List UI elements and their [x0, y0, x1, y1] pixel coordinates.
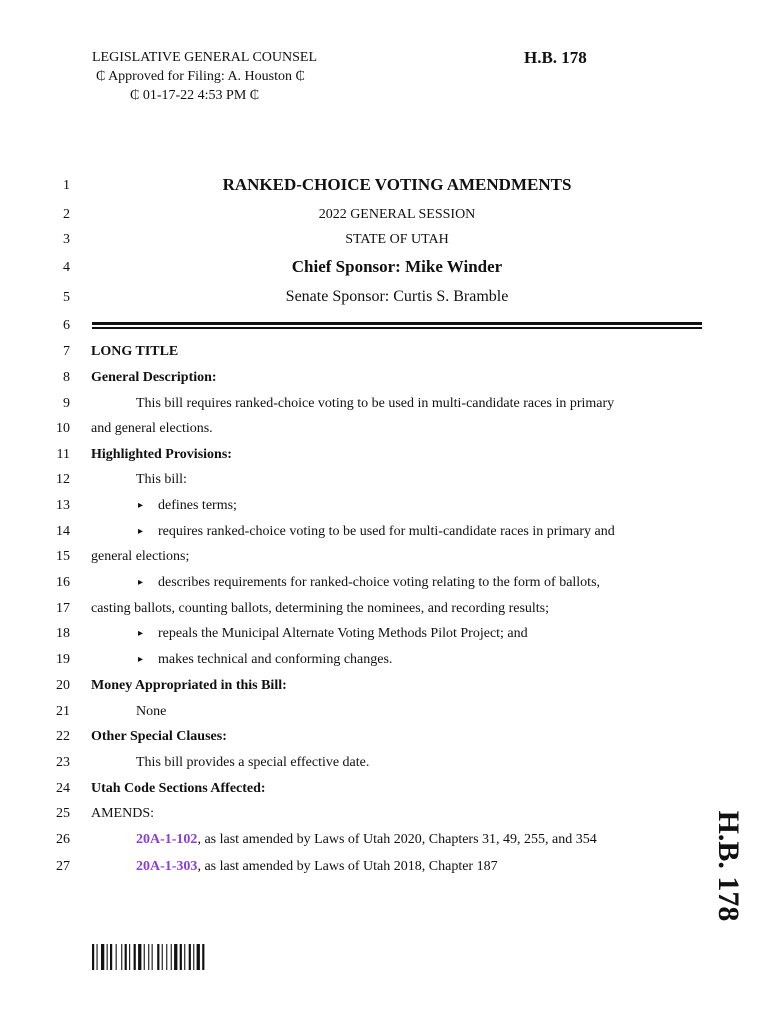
money-appropriated-heading: Money Appropriated in this Bill: [91, 678, 287, 693]
barcode-image [92, 944, 232, 970]
side-bill-label [708, 812, 748, 920]
code-section-entry [136, 832, 597, 848]
approval-stamp: ₵ Approved for Filing: A. Houston ₵ [96, 69, 305, 84]
divider-rule [92, 327, 702, 329]
bill-number: H.B. 178 [524, 48, 587, 67]
session-label: 2022 GENERAL SESSION [318, 207, 476, 222]
provision-item: makes technical and conforming changes. [158, 652, 393, 667]
line-number: 9 [63, 396, 70, 411]
bullet-icon: ▸ [138, 654, 144, 665]
counsel-header: LEGISLATIVE GENERAL COUNSEL [92, 50, 318, 65]
provision-item: defines terms; [158, 498, 237, 513]
code-section-link[interactable]: 20A-1-303 [136, 859, 198, 874]
line-number: 8 [63, 370, 70, 385]
bullet-icon: ▸ [138, 577, 144, 588]
line-number: 4 [63, 260, 70, 275]
line-number: 27 [56, 859, 70, 874]
line-number: 24 [56, 781, 70, 796]
line-number: 19 [56, 652, 70, 667]
provision-item-continued: general elections; [91, 549, 190, 564]
code-section-link[interactable]: 20A-1-102 [136, 832, 198, 847]
long-title-heading: LONG TITLE [91, 344, 179, 359]
code-section-note: , as last amended by Laws of Utah 2020, Chapters 31, 49, 255, and 354 [197, 832, 597, 847]
amends-label: AMENDS: [91, 806, 155, 821]
state-label: STATE OF UTAH [345, 232, 449, 247]
highlighted-provisions-heading: Highlighted Provisions: [91, 447, 232, 462]
line-number: 18 [56, 626, 70, 641]
line-number: 16 [56, 575, 70, 590]
special-clauses-text: This bill provides a special effective date. [136, 755, 370, 770]
line-number: 5 [63, 290, 70, 305]
bullet-icon: ▸ [138, 628, 144, 639]
bullet-icon: ▸ [138, 526, 144, 537]
line-number: 22 [56, 729, 70, 744]
description-text: and general elections. [91, 421, 213, 436]
line-number: 3 [63, 232, 70, 247]
line-number: 17 [56, 601, 70, 616]
provision-item: requires ranked-choice voting to be used for multi-candidate races in primary and [158, 524, 615, 539]
code-sections-heading: Utah Code Sections Affected: [91, 781, 266, 796]
line-number: 6 [63, 318, 70, 333]
line-number: 11 [56, 447, 70, 462]
approval-timestamp: ₵ 01-17-22 4:53 PM ₵ [130, 88, 260, 103]
money-appropriated-value: None [136, 704, 167, 719]
line-number: 21 [56, 704, 70, 719]
code-section-entry [136, 859, 498, 875]
line-number: 13 [56, 498, 70, 513]
line-number: 1 [63, 178, 70, 193]
description-text: This bill requires ranked-choice voting to be used in multi-candidate races in primary [136, 396, 615, 411]
provision-item: describes requirements for ranked-choice voting relating to the form of ballots, [158, 575, 601, 590]
provision-item: repeals the Municipal Alternate Voting Methods Pilot Project; and [158, 626, 528, 641]
bullet-icon: ▸ [138, 500, 144, 511]
line-number: 25 [56, 806, 70, 821]
line-number: 26 [56, 832, 70, 847]
line-number: 15 [56, 549, 70, 564]
bill-title: RANKED-CHOICE VOTING AMENDMENTS [222, 175, 572, 194]
line-number: 10 [56, 421, 70, 436]
provisions-intro: This bill: [136, 472, 187, 487]
line-number: 2 [63, 207, 70, 222]
line-number: 7 [63, 344, 70, 359]
line-number: 23 [56, 755, 70, 770]
code-section-note: , as last amended by Laws of Utah 2018, Chapter 187 [197, 859, 498, 874]
line-number: 20 [56, 678, 70, 693]
special-clauses-heading: Other Special Clauses: [91, 729, 227, 744]
divider-rule [92, 322, 702, 325]
provision-item-continued: casting ballots, counting ballots, determining the nominees, and recording results; [91, 601, 550, 616]
senate-sponsor: Senate Sponsor: Curtis S. Bramble [285, 288, 509, 305]
chief-sponsor: Chief Sponsor: Mike Winder [291, 257, 503, 276]
general-description-heading: General Description: [91, 370, 217, 385]
line-number: 12 [56, 472, 70, 487]
side-bill-text: H.B. 178 [712, 810, 745, 922]
line-number: 14 [56, 524, 70, 539]
